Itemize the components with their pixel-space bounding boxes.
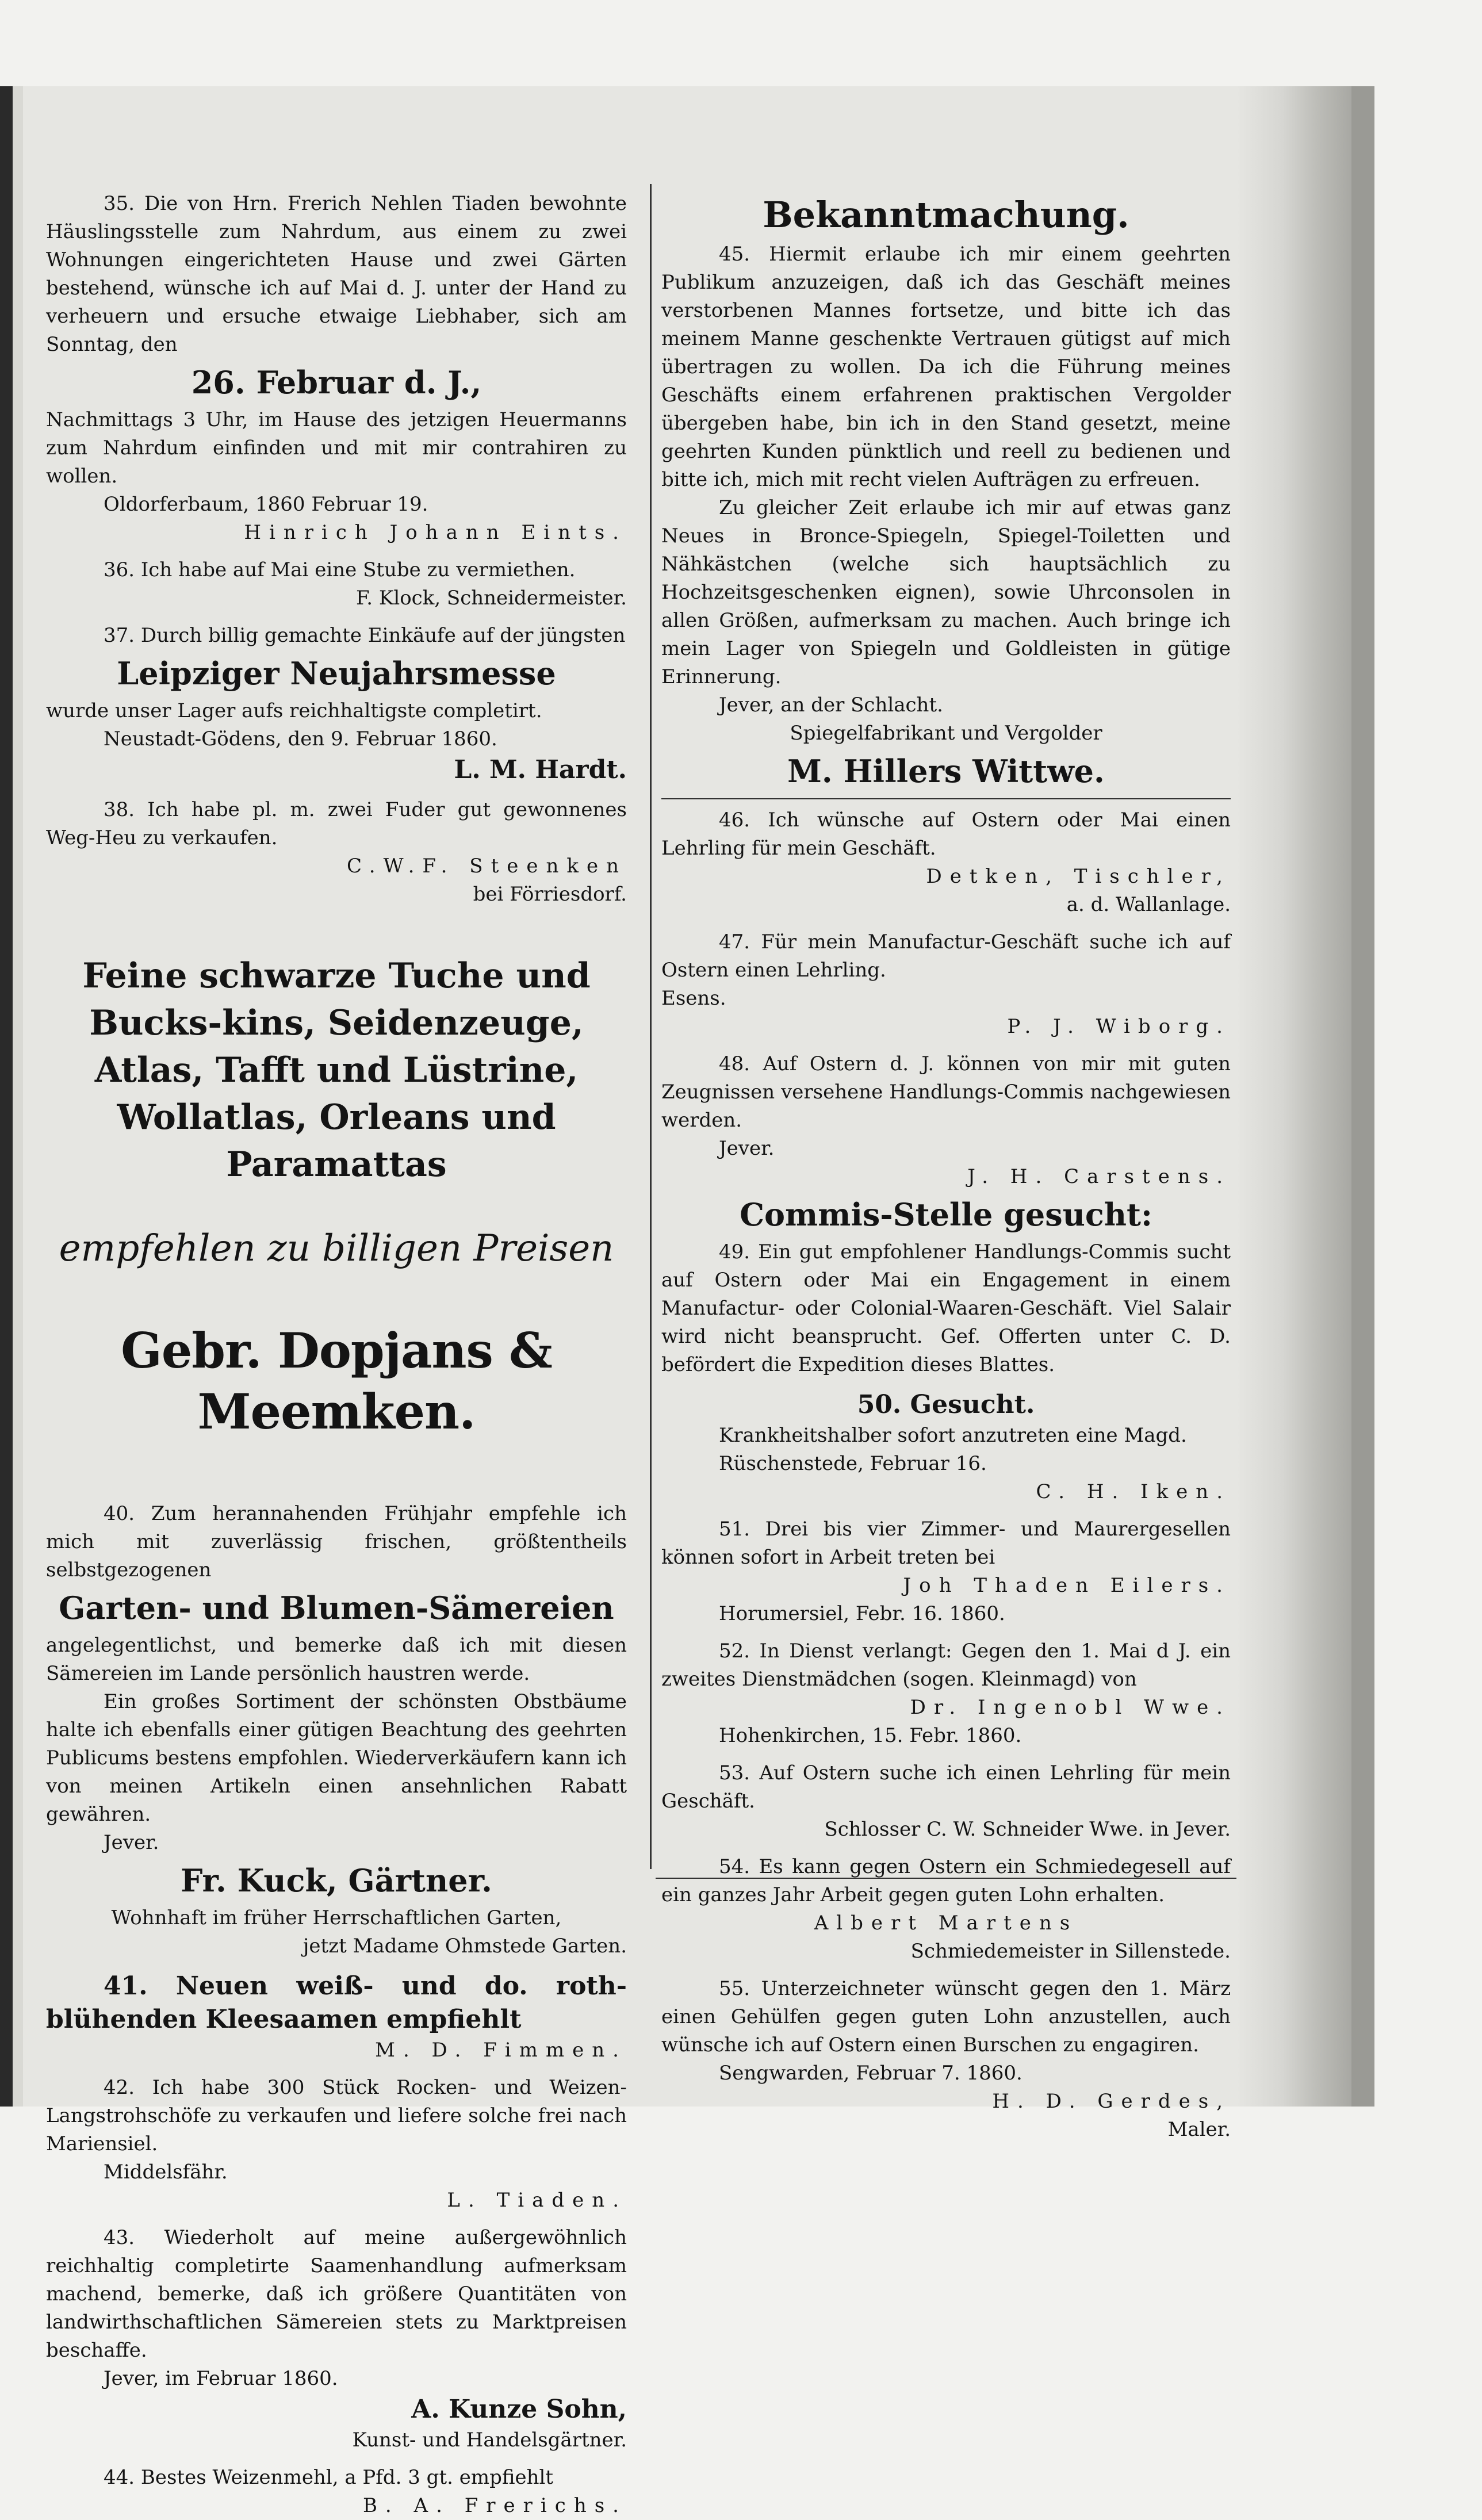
- ad-43-signature-2: Kunst- und Handelsgärtner.: [352, 2429, 627, 2452]
- ad-feine-heading: Feine schwarze Tuche und Bucks-kins, Seidenzeuge, Atlas, Tafft und Lüstrine, Wollatlas, Orleans und Paramattas: [82, 956, 591, 1185]
- ad-38-body: 38. Ich habe pl. m. zwei Fuder gut gewonnenes Weg-Heu zu verkaufen.: [46, 798, 627, 849]
- ad-51-body: 51. Drei bis vier Zimmer- und Maurergesellen können sofort in Arbeit treten bei: [661, 1518, 1231, 1569]
- ad-52-signature: Dr. Ingenobl Wwe.: [910, 1696, 1231, 1719]
- ad-46-signature-2: a. d. Wallanlage.: [1066, 893, 1231, 916]
- ad-40-heading: Garten- und Blumen-Sämereien: [59, 1590, 614, 1626]
- ad-35-place: Oldorferbaum, 1860 Februar 19.: [104, 493, 428, 516]
- ad-37-body: 37. Durch billig gemachte Einkäufe auf der jüngsten: [104, 624, 626, 647]
- ad-51-place: Horumersiel, Febr. 16. 1860.: [719, 1602, 1005, 1625]
- right-column: [661, 190, 1231, 2144]
- ad-52-place: Hohenkirchen, 15. Febr. 1860.: [719, 1724, 1022, 1747]
- ad-35-signature: Hinrich Johann Eints.: [244, 521, 627, 544]
- ad-35-date: 26. Februar d. J.,: [191, 364, 482, 401]
- separator-line: [661, 798, 1231, 799]
- ad-35-body: 35. Die von Hrn. Frerich Nehlen Tiaden bewohnte Häuslingsstelle zum Nahrdum, aus einem zu zwei Wohnungen eingerichteten Hause und zwei Gärten bestehend, wünsche ich auf Mai d. J. unter der Hand zu verheuern und ersuche etwaige Liebhaber, sich am Sonntag, den: [46, 192, 627, 356]
- ad-45-body-2: Zu gleicher Zeit erlaube ich mir auf etwas ganz Neues in Bronce-Spiegeln, Spiegel-Toiletten und Nähkästchen (welche sich hauptsächlich zu Hochzeitsgeschenken eignen), sowie Uhrconsolen in allen Größen, aufmerksam zu machen. Auch bringe ich mein Lager von Spiegeln und Goldleisten in gütige Erinnerung.: [661, 496, 1231, 688]
- ad-48-body: 48. Auf Ostern d. J. können von mir mit guten Zeugnissen versehene Handlungs-Commis nachgewiesen werden.: [661, 1052, 1231, 1132]
- ad-49-body: 49. Ein gut empfohlener Handlungs-Commis sucht auf Ostern oder Mai ein Engagement in einem Manufactur- oder Colonial-Waaren-Geschäft. Viel Salair wird nicht beansprucht. Gef. Offerten unter C. D. befördert die Expedition dieses Blattes.: [661, 1240, 1231, 1376]
- ad-36-body: 36. Ich habe auf Mai eine Stube zu vermiethen.: [104, 558, 576, 581]
- ad-41-signature: M. D. Fimmen.: [375, 2039, 627, 2062]
- ad-55-body: 55. Unterzeichneter wünscht gegen den 1. März einen Gehülfen gegen guten Lohn anzustellen, auch wünsche ich auf Ostern einen Burschen zu engagiren.: [661, 1977, 1231, 2056]
- ad-41-body: 41. Neuen weiß- und do. roth-blühenden Kleesaamen empfiehlt: [46, 1971, 627, 2034]
- ad-51-signature: Joh Thaden Eilers.: [903, 1574, 1231, 1597]
- ad-43-body: 43. Wiederholt auf meine außergewöhnlich reichhaltig completirte Saamenhandlung aufmerksam machend, bemerke, daß ich größere Quantitäten von landwirthschaftlichen Sämereien stets zu Marktpreisen beschaffe.: [46, 2226, 627, 2362]
- page-spine-shadow: [1236, 86, 1351, 2107]
- ad-46-body: 46. Ich wünsche auf Ostern oder Mai einen Lehrling für mein Geschäft.: [661, 809, 1231, 860]
- ad-47-signature: P. J. Wiborg.: [1007, 1015, 1231, 1038]
- ad-40-body-3: Ein großes Sortiment der schönsten Obstbäume halte ich ebenfalls einer gütigen Beachtung des geehrten Publicums bestens empfohlen. Wiederverkäufern kann ich von meinen Artikeln einen ansehnlichen Rabatt gewähren.: [46, 1690, 627, 1826]
- ad-55-signature: H. D. Gerdes,: [992, 2090, 1231, 2113]
- ad-42-signature: L. Tiaden.: [447, 2189, 627, 2212]
- ad-48-place: Jever.: [719, 1137, 775, 1160]
- ad-50-heading: 50. Gesucht.: [857, 1390, 1035, 1419]
- ad-48-signature: J. H. Carstens.: [967, 1165, 1231, 1188]
- bekanntmachung-heading: Bekanntmachung.: [763, 194, 1129, 236]
- ad-feine-subheading: empfehlen zu billigen Preisen: [59, 1227, 614, 1270]
- ad-35-body-2: Nachmittags 3 Uhr, im Hause des jetzigen Heuermanns zum Nahrdum einfinden und mit mir contrahiren zu wollen.: [46, 408, 627, 488]
- ad-54-signature-2: Schmiedemeister in Sillenstede.: [910, 1940, 1231, 1963]
- ad-40-signature-3: jetzt Madame Ohmstede Garten.: [302, 1935, 627, 1958]
- ad-40-signature-2: Wohnhaft im früher Herrschaftlichen Garten,: [111, 1906, 562, 1929]
- ad-45-place: Jever, an der Schlacht.: [719, 694, 943, 717]
- ad-37-body-2: wurde unser Lager aufs reichhaltigste completirt.: [46, 699, 542, 722]
- ad-46-signature: Detken, Tischler,: [926, 865, 1231, 888]
- ad-45-body: 45. Hiermit erlaube ich mir einem geehrten Publikum anzuzeigen, daß ich das Geschäft meines verstorbenen Mannes fortsetze, und bitte ich das meinem Manne geschenkte Vertrauen gütigst auf mich übertragen zu wollen. Da ich die Führung meines Geschäfts einem erfahrenen praktischen Vergolder übergeben habe, bin ich in den Stand gesetzt, meine geehrten Kunden pünktlich und reell zu bedienen und bitte ich, mich mit recht vielen Aufträgen zu erfreuen.: [661, 243, 1231, 491]
- ad-36-signature: F. Klock, Schneidermeister.: [356, 587, 627, 610]
- ad-45-signature-2: M. Hillers Wittwe.: [787, 753, 1105, 790]
- ad-47-place: Esens.: [661, 987, 726, 1010]
- ad-53-body: 53. Auf Ostern suche ich einen Lehrling für mein Geschäft.: [661, 1761, 1231, 1813]
- ad-50-signature: C. H. Iken.: [1036, 1480, 1231, 1503]
- commis-stelle-heading: Commis-Stelle gesucht:: [740, 1196, 1152, 1233]
- ad-42-place: Middelsfähr.: [104, 2161, 228, 2184]
- left-column: [46, 190, 627, 2520]
- ad-37-heading: Leipziger Neujahrsmesse: [117, 655, 556, 692]
- ad-44-body: 44. Bestes Weizenmehl, a Pfd. 3 gt. empfiehlt: [104, 2466, 554, 2489]
- left-page-margin: [13, 86, 23, 2107]
- ad-40-body-2: angelegentlichst, und bemerke daß ich mit diesen Sämereien im Lande persönlich haustren werde.: [46, 1634, 627, 1685]
- ad-53-signature: Schlosser C. W. Schneider Wwe. in Jever.: [824, 1818, 1231, 1841]
- ad-43-signature: A. Kunze Sohn,: [411, 2395, 627, 2424]
- ad-50-place: Rüschenstede, Februar 16.: [719, 1452, 987, 1475]
- ad-40-body: 40. Zum herannahenden Frühjahr empfehle ich mich mit zuverlässig frischen, größtentheils selbstgezogenen: [46, 1502, 627, 1581]
- ad-43-place: Jever, im Februar 1860.: [104, 2367, 338, 2390]
- ad-44-signature: B. A. Frerichs.: [362, 2494, 627, 2517]
- column-divider: [650, 184, 652, 1869]
- ad-55-signature-2: Maler.: [1167, 2118, 1231, 2141]
- ad-40-signature: Fr. Kuck, Gärtner.: [181, 1862, 492, 1899]
- ad-47-body: 47. Für mein Manufactur-Geschäft suche ich auf Ostern einen Lehrling.: [661, 930, 1231, 982]
- left-page-edge: [0, 86, 13, 2107]
- ad-38-signature-2: bei Förriesdorf.: [473, 883, 627, 906]
- ad-52-body: 52. In Dienst verlangt: Gegen den 1. Mai d J. ein zweites Dienstmädchen (sogen. Kleinmagd) von: [661, 1640, 1231, 1691]
- ad-50-body: Krankheitshalber sofort anzutreten eine Magd.: [719, 1424, 1187, 1447]
- ad-38-signature: C.W.F. Steenken: [346, 855, 627, 878]
- ad-54-body: 54. Es kann gegen Ostern ein Schmiedegesell auf ein ganzes Jahr Arbeit gegen guten Lohn erhalten.: [661, 1855, 1231, 1906]
- ad-feine-signature: Gebr. Dopjans & Meemken.: [121, 1322, 552, 1440]
- ad-45-signature: Spiegelfabrikant und Vergolder: [790, 722, 1102, 745]
- ad-40-place: Jever.: [104, 1831, 159, 1854]
- ad-55-place: Sengwarden, Februar 7. 1860.: [719, 2062, 1023, 2085]
- ad-37-signature: L. M. Hardt.: [454, 755, 627, 784]
- ad-37-place: Neustadt-Gödens, den 9. Februar 1860.: [104, 727, 497, 750]
- ad-42-body: 42. Ich habe 300 Stück Rocken- und Weizen-Langstrohschöfe zu verkaufen und liefere solche frei nach Mariensiel.: [46, 2076, 627, 2155]
- ad-54-signature: Albert Martens: [814, 1912, 1078, 1935]
- book-edge: [1351, 86, 1374, 2107]
